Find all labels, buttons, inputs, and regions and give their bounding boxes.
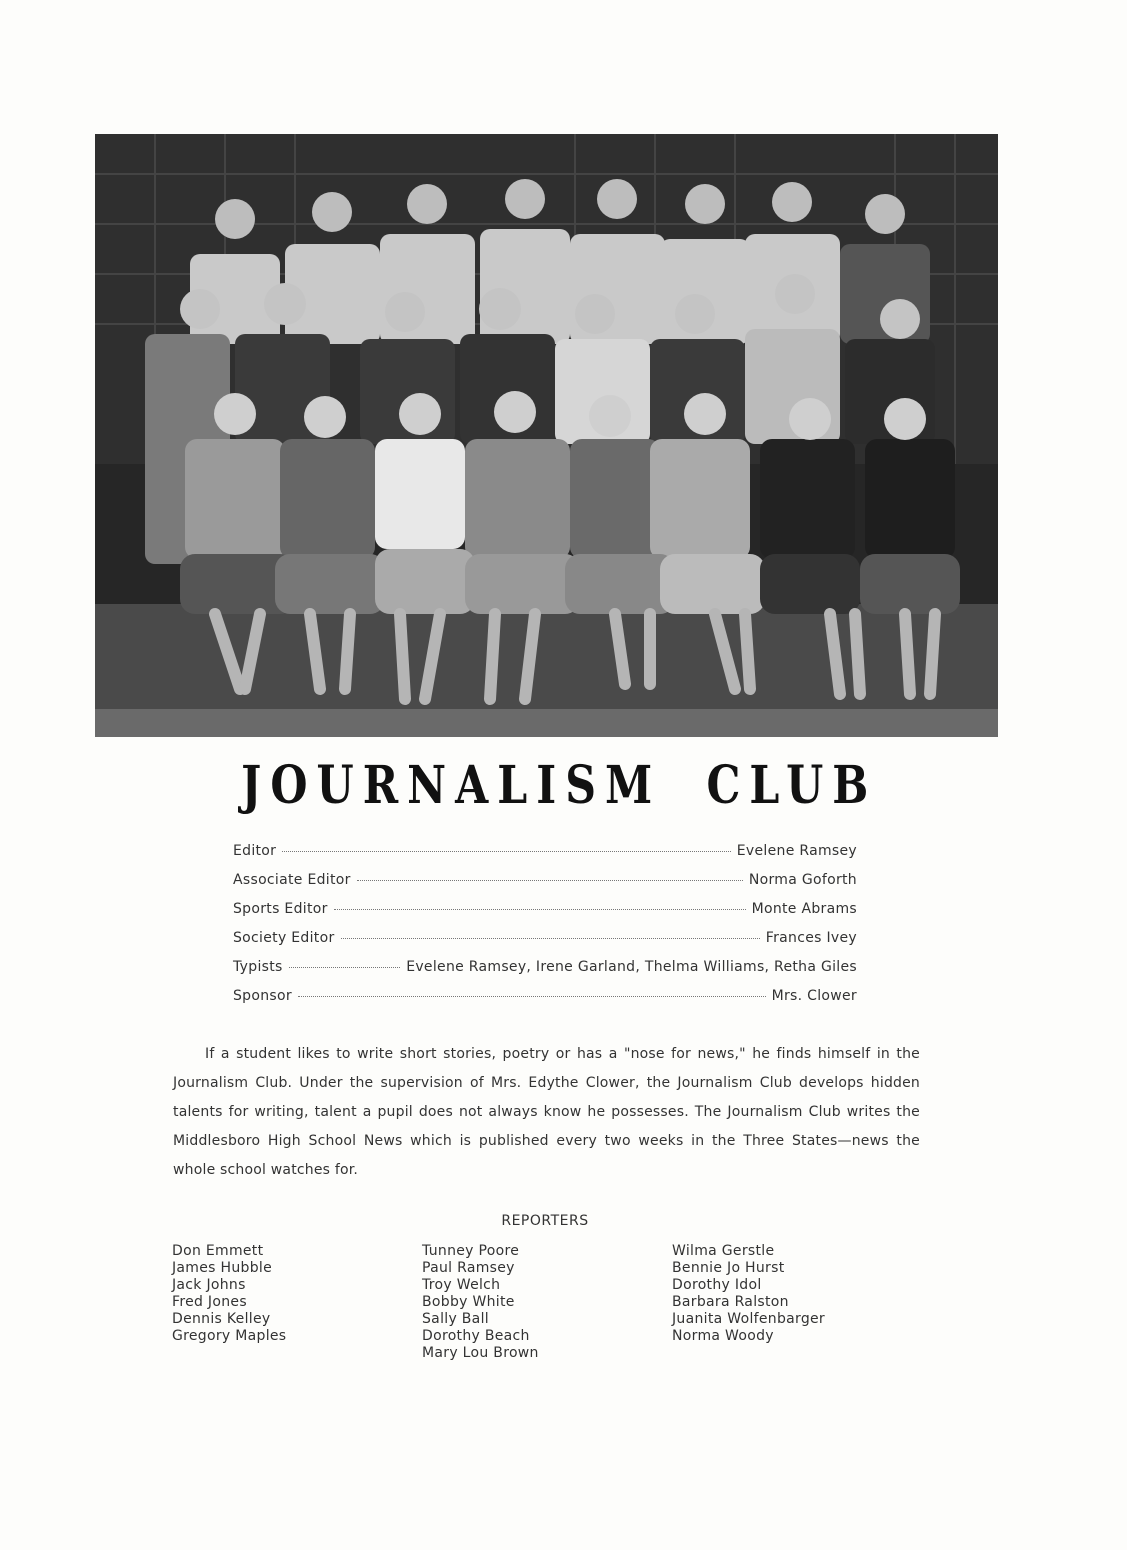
staff-role: Typists: [233, 959, 283, 975]
staff-name: Evelene Ramsey: [736, 843, 857, 859]
reporters-column-1: [172, 1243, 286, 1345]
reporter-name: Mary Lou Brown: [422, 1345, 539, 1361]
reporter-name: Norma Woody: [672, 1328, 774, 1344]
reporters-heading: REPORTERS: [501, 1213, 589, 1229]
staff-row: [233, 872, 857, 901]
dot-leader: [298, 996, 766, 997]
staff-role: Associate Editor: [233, 872, 351, 888]
staff-row: [233, 988, 857, 1017]
reporter-name: Fred Jones: [172, 1294, 247, 1310]
reporter-name: Sally Ball: [422, 1311, 489, 1327]
reporter-name: Gregory Maples: [172, 1328, 287, 1344]
reporter-name: Bennie Jo Hurst: [672, 1260, 785, 1276]
dot-leader: [334, 909, 746, 910]
reporter-name: Bobby White: [422, 1294, 515, 1310]
staff-row: [233, 901, 857, 930]
reporter-name: Juanita Wolfenbarger: [672, 1311, 825, 1327]
staff-row: [233, 959, 857, 988]
reporter-name: Don Emmett: [172, 1243, 264, 1259]
dot-leader: [282, 851, 731, 852]
staff-role: Sponsor: [233, 988, 292, 1004]
staff-name: Monte Abrams: [751, 901, 857, 917]
reporters-column-3: [672, 1243, 825, 1345]
reporter-name: James Hubble: [172, 1260, 272, 1276]
reporters-column-2: [422, 1243, 539, 1362]
staff-list: [233, 843, 857, 1017]
staff-name: Mrs. Clower: [771, 988, 857, 1004]
reporter-name: Paul Ramsey: [422, 1260, 515, 1276]
dot-leader: [289, 967, 401, 968]
page-title: JOURNALISM CLUB: [241, 755, 878, 816]
reporter-name: Dorothy Idol: [672, 1277, 762, 1293]
reporter-name: Barbara Ralston: [672, 1294, 789, 1310]
reporter-name: Dennis Kelley: [172, 1311, 271, 1327]
staff-row: [233, 930, 857, 959]
staff-role: Editor: [233, 843, 277, 859]
reporter-name: Wilma Gerstle: [672, 1243, 775, 1259]
reporter-name: Jack Johns: [172, 1277, 246, 1293]
staff-row: [233, 843, 857, 872]
reporter-name: Dorothy Beach: [422, 1328, 530, 1344]
dot-leader: [341, 938, 760, 939]
group-photo: [95, 134, 998, 737]
staff-role: Sports Editor: [233, 901, 328, 917]
reporter-name: Tunney Poore: [422, 1243, 520, 1259]
description-paragraph: If a student likes to write short stories, poetry or has a "nose for news," he finds himself in the Journalism Club. Under the supervision of Mrs. Edythe Clower, the Journalism Club develops hidden talents for writing, talent a pupil does not always know he possesses. The Journalism Club writes the Middlesboro High School News which is published every two weeks in the Three States—news the whole school watches for.: [173, 1046, 920, 1178]
staff-name: Norma Goforth: [748, 872, 857, 888]
staff-role: Society Editor: [233, 930, 335, 946]
staff-name: Evelene Ramsey, Irene Garland, Thelma Williams, Retha Giles: [406, 959, 857, 975]
reporter-name: Troy Welch: [422, 1277, 501, 1293]
dot-leader: [357, 880, 743, 881]
staff-name: Frances Ivey: [765, 930, 857, 946]
